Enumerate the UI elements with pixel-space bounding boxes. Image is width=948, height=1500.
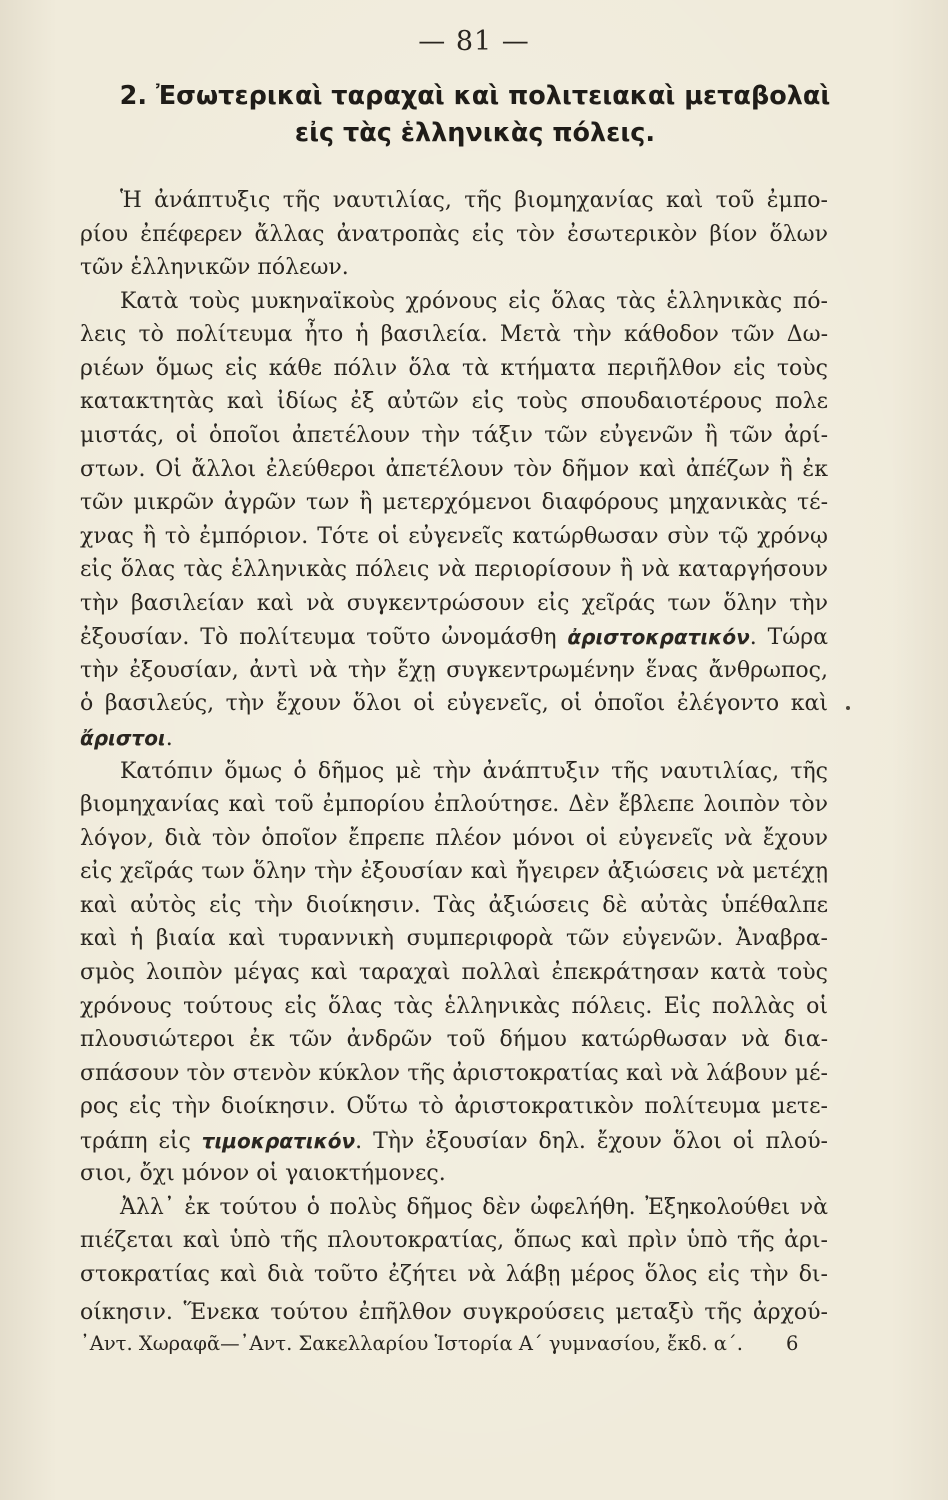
text-segment: σμὸς λοιπὸν μέγας καὶ ταραχαὶ πολλαὶ ἐπεκράτησαν κατὰ τοὺς	[80, 959, 828, 985]
text-segment: στοκρατίας καὶ διὰ τοῦτο ἐζήτει νὰ λάβῃ μέρος ὅλος εἰς τὴν δι-	[80, 1262, 828, 1287]
text-line	[80, 853, 828, 891]
text-segment: οίκησιν. Ἕνεκα τούτου ἐπῆλθον συγκρούσεις μεταξὺ τῆς ἀρχού-	[80, 1300, 828, 1325]
text-line	[80, 954, 828, 992]
text-line	[80, 249, 828, 287]
text-line	[80, 551, 828, 589]
text-segment: τῶν μικρῶν ἀγρῶν των ἢ μετερχόμενοι διαφόρους μηχανικὰς τέ-	[80, 490, 828, 516]
text-line	[80, 887, 828, 925]
text-segment: Ἀλλ᾽ ἐκ τούτου ὁ πολὺς δῆμος δὲν ὠφελήθη. Ἐξηκολούθει νὰ	[120, 1194, 828, 1220]
text-segment: ρος εἰς τὴν διοίκησιν. Οὕτω τὸ ἀριστοκρατικὸν πολίτευμα μετε-	[80, 1094, 828, 1120]
ink-speck	[846, 706, 850, 710]
text-line	[80, 417, 828, 455]
text-segment: τῶν ἑλληνικῶν πόλεων.	[80, 255, 349, 281]
text-line	[80, 182, 828, 220]
emphasized-term: τιμοκρατικόν	[201, 1128, 356, 1153]
text-line	[80, 988, 828, 1026]
text-line	[80, 1021, 828, 1059]
text-segment: χρόνους τούτους εἰς ὅλας τὰς ἑλληνικὰς πόλεις. Εἰς πολλὰς οἱ	[80, 993, 828, 1019]
text-segment: ἐξουσίαν. Τὸ πολίτευμα τοῦτο ὠνομάσθη	[80, 625, 568, 651]
text-segment: σπάσουν τὸν στενὸν κύκλον τῆς ἀριστοκρατίας καὶ νὰ λάβουν μέ-	[80, 1060, 828, 1086]
text-segment: ρίου ἐπέφερεν ἄλλας ἀνατροπὰς εἰς τὸν ἐσωτερικὸν βίον ὅλων	[80, 221, 828, 247]
text-segment: πλουσιώτεροι ἐκ τῶν ἀνδρῶν τοῦ δήμου κατώρθωσαν νὰ δια-	[80, 1027, 828, 1053]
emphasized-term: ἀριστοκρατικόν	[567, 625, 750, 650]
text-segment: πιέζεται καὶ ὑπὸ τῆς πλουτοκρατίας, ὅπως καὶ πρὶν ὑπὸ τῆς ἀρι-	[80, 1228, 828, 1254]
text-segment: κατακτητὰς καὶ ἰδίως ἐξ αὐτῶν εἰς τοὺς σπουδαιοτέρους πολε	[80, 389, 828, 415]
text-segment: . Τὴν ἐξουσίαν δηλ. ἔχουν ὅλοι οἱ πλού-	[355, 1128, 828, 1154]
text-line	[80, 383, 828, 421]
text-segment: εἰς ὅλας τὰς ἑλληνικὰς πόλεις νὰ περιορίσουν ἢ νὰ καταργήσουν	[80, 557, 828, 583]
text-line	[80, 1222, 828, 1260]
text-line	[80, 685, 828, 723]
text-line	[80, 283, 828, 321]
text-line	[80, 518, 828, 556]
heading-line-1: 2. Ἐσωτερικαὶ ταραχαὶ καὶ πολιτειακαὶ μεταβολαὶ	[119, 81, 831, 111]
text-segment: λεις τὸ πολίτευμα ἦτο ἡ βασιλεία. Μετὰ τὴν κάθοδον τῶν Δω-	[80, 322, 828, 348]
text-line	[80, 1294, 828, 1332]
text-line	[80, 216, 828, 254]
text-line	[80, 786, 828, 824]
text-segment: καὶ αὐτὸς εἰς τὴν διοίκησιν. Τὰς ἀξιώσεις δὲ αὐτὰς ὑπέθαλπε	[80, 892, 828, 918]
text-line	[80, 1122, 828, 1160]
section-heading	[80, 78, 870, 152]
text-segment: καὶ ἡ βιαία καὶ τυραννικὴ συμπεριφορὰ τῶν εὐγενῶν. Ἀναβρα-	[80, 926, 828, 952]
text-line	[80, 451, 828, 489]
text-line	[80, 1155, 828, 1193]
text-line	[80, 1189, 828, 1227]
text-line	[80, 1088, 828, 1126]
text-line	[80, 753, 828, 791]
text-line	[80, 316, 828, 354]
text-line	[80, 820, 828, 858]
text-segment: ὁ βασιλεύς, τὴν ἔχουν ὅλοι οἱ εὐγενεῖς, οἱ ὁποῖοι ἐλέγοντο καὶ	[80, 691, 828, 717]
footer-citation: ᾽Αντ. Χωραφᾶ—᾽Αντ. Σακελλαρίου Ἱστορία Α΄ γυμνασίου, ἔκδ. α΄.	[80, 1332, 743, 1355]
text-line	[80, 585, 828, 623]
text-line	[80, 719, 828, 757]
text-segment: στων. Οἱ ἄλλοι ἐλεύθεροι ἀπετέλουν τὸν δῆμον καὶ ἀπέζων ἢ ἐκ	[80, 456, 828, 482]
text-segment: εἰς χεῖράς των ὅλην τὴν ἐξουσίαν καὶ ἤγειρεν ἀξιώσεις νὰ μετέχῃ	[80, 859, 828, 885]
text-segment: τὴν ἐξουσίαν, ἀντὶ νὰ τὴν ἔχῃ συγκεντρωμένην ἕνας ἄνθρωπος,	[80, 657, 828, 683]
text-line	[80, 484, 828, 522]
text-segment: σιοι, ὄχι μόνον οἱ γαιοκτήμονες.	[80, 1161, 446, 1187]
text-segment: μιστάς, οἱ ὁποῖοι ἀπετέλουν τὴν τάξιν τῶν εὐγενῶν ἢ τῶν ἀρί-	[80, 422, 828, 448]
text-line	[80, 350, 828, 388]
text-segment: χνας ἢ τὸ ἐμπόριον. Τότε οἱ εὐγενεῖς κατώρθωσαν σὺν τῷ χρόνῳ	[80, 523, 828, 549]
text-segment: λόγον, διὰ τὸν ὁποῖον ἔπρεπε πλέον μόνοι οἱ εὐγενεῖς νὰ ἔχουν	[80, 825, 828, 851]
heading-line-2: εἰς τὰς ἑλληνικὰς πόλεις.	[294, 118, 656, 148]
text-segment: βιομηχανίας καὶ τοῦ ἐμπορίου ἐπλούτησε. Δὲν ἔβλεπε λοιπὸν τὸν	[80, 792, 828, 818]
text-line	[80, 920, 828, 958]
text-segment: Ἡ ἀνάπτυξις τῆς ναυτιλίας, τῆς βιομηχανίας καὶ τοῦ ἐμπο-	[120, 188, 828, 213]
text-segment: . Τώρα	[749, 625, 828, 651]
text-line	[80, 1256, 828, 1294]
signature-mark: 6	[786, 1332, 799, 1355]
text-line	[80, 1055, 828, 1093]
text-segment: Κατόπιν ὅμως ὁ δῆμος μὲ τὴν ἀνάπτυξιν τῆς ναυτιλίας, τῆς	[120, 758, 828, 784]
text-segment: .	[165, 726, 173, 751]
text-line	[80, 652, 828, 690]
text-segment: τὴν βασιλείαν καὶ νὰ συγκεντρώσουν εἰς χεῖράς των ὅλην τὴν	[80, 590, 828, 616]
emphasized-term: ἄριστοι	[80, 726, 166, 750]
text-segment: τράπη εἰς	[80, 1128, 202, 1154]
text-line	[80, 618, 828, 656]
page-number: — 81 —	[418, 26, 530, 57]
text-segment: Κατὰ τοὺς μυκηναϊκοὺς χρόνους εἰς ὅλας τὰς ἑλληνικὰς πό-	[120, 288, 828, 314]
text-segment: ριέων ὅμως εἰς κάθε πόλιν ὅλα τὰ κτήματα περιῆλθον εἰς τοὺς	[80, 355, 828, 381]
